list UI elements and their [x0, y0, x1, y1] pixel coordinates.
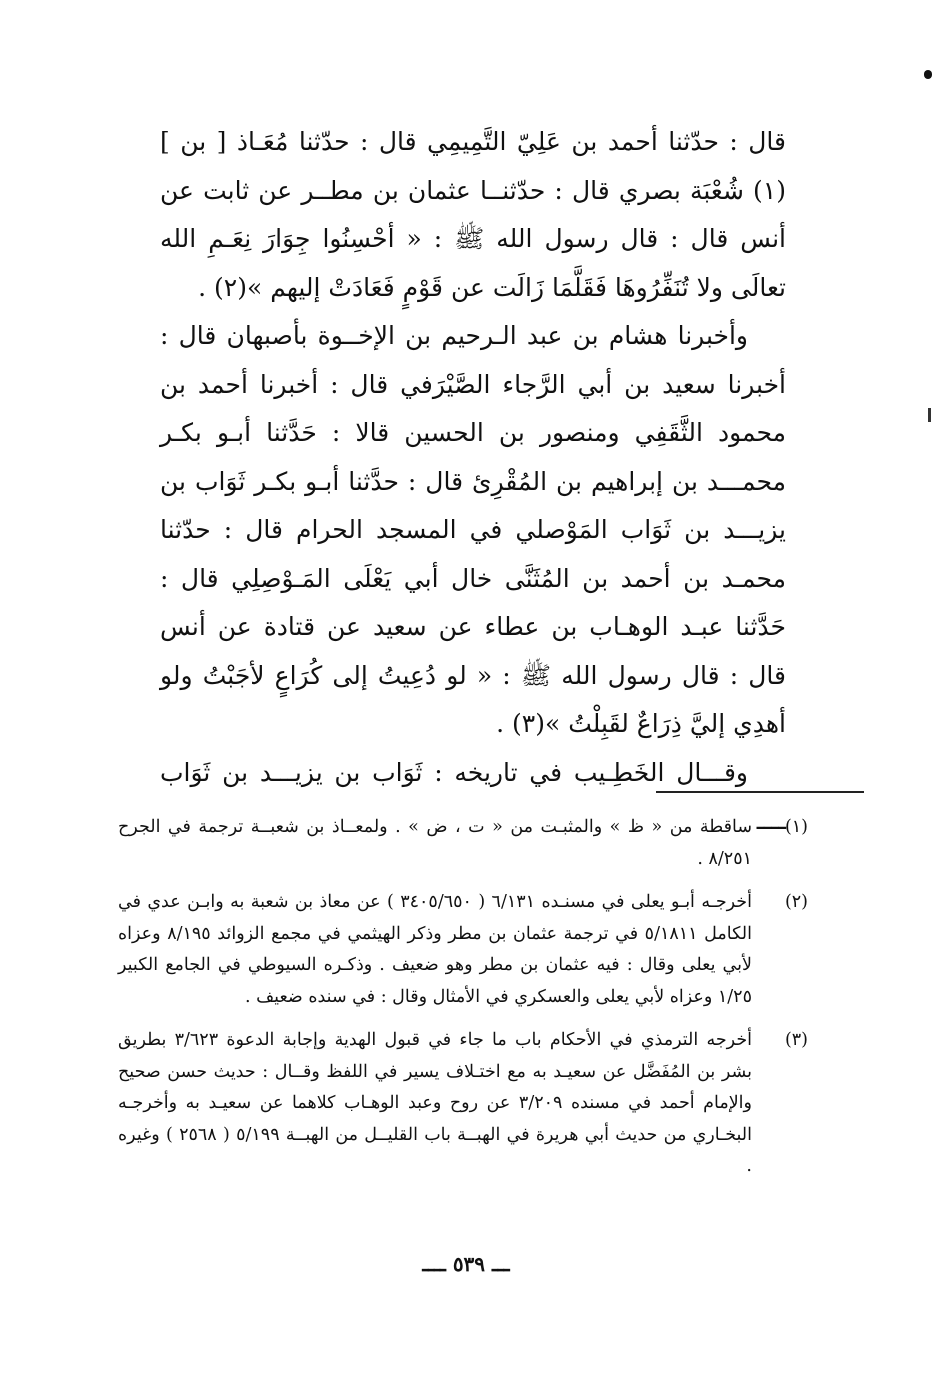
- footnote-number: (١): [784, 817, 808, 837]
- footnote-number: (٣): [784, 1030, 808, 1050]
- footnotes: [118, 812, 808, 1195]
- paragraph: وقـــال الخَطِـيب في تاريخه : ثَوَاب بن يزيـــد بن ثَوَاب ــــ: [160, 757, 786, 835]
- footnote: [118, 887, 808, 1013]
- page-number: ـــ ٥٣٩ ــــ: [422, 1252, 510, 1276]
- footnote-text: أخرجـه أبـو يعلى في مسنـده ٦/١٣١ ( ٣٤٠٥/٦٥٠ ) عن معاذ بن شعبة به وابـن عدي في الكامل ٥/١٨١١ في ترجمة عثمان بن مطر وذكر الهيثمي في مجمع الزوائد ٨/١٩٥ وعزاه لأبي يعلى وقال : فيه عثمان بن مطر وهو ضعيف . وذكـره السيوطي في الجامع الكبير ١/٢٥ وعزاه لأبي يعلى والعسكري في الأمثال وقال : في سنده ضعيف .: [118, 892, 752, 1007]
- footnote: [118, 1025, 808, 1183]
- paragraph: وأخبرنا هشام بن عبد الـرحيم بن الإخــوة بأصبهان قال : أخبرنا سعيد بن أبي الرَّجاء الصَّيْرَفي قال : أخبرنا أحمد بن محمود الثَّقَفِي ومنصور بن الحسين قالا : حَدَّثنا أبـو بكـر محمـــد بن إبراهيم بن المُقْرِئ قال : حدَّثنا أبـو بكـر ثَوَاب بن يزيـــد بن ثَوَاب المَوْصلي في المسجد الحرام قال : حدّثنا محمـد بن أحمد بن المُثَنَّى خال أبي يَعْلَى المَـوْصِلِي قال : حَدَّثنا عبـد الوهـاب بن عطاء عن سعيد عن قتادة عن أنس قال : قال رسول الله ﷺ : « لو دُعِيتُ إلى كُرَاعٍ لأجَبْتُ ولو أهدِي إليَّ ذِرَاعٌ لقَبِلْتُ »(٣) .: [160, 321, 786, 738]
- footnote-text: ساقطة من « ظ » والمثبـت من « ت ، ض » . ولمعــاذ بن شعبــة ترجمة في الجرح ٨/٢٥١ .: [118, 817, 752, 869]
- footnote-text: أخرجه الترمذي في الأحكام باب ما جاء في قبول الهدية وإجابة الدعوة ٣/٦٢٣ بطريق بشر بن المُفَضَّل عن سعيـد به مع اختـلاف يسير في اللفظ وقــال : حديث حسن صحيح والإمام أحمد في مسنده ٣/٢٠٩ عن روح وعبد الوهـاب كلاهما عن سعيـد به وأخرجـه البخـاري من حديث أبي هريرة في الهبــة باب القليــل من الهبــة ٥/١٩٩ ( ٢٥٦٨ ) وغيره .: [118, 1030, 752, 1176]
- main-text: [160, 118, 786, 846]
- footnote-separator: [656, 791, 864, 793]
- paragraph: قال : حدّثنا أحمد بن عَلِيّ التَّمِيمِي قال : حدّثنا مُعَـاذ [ بن ](١) شُعْبَة بصري قال : حدّثنــا عثمان بن مطــر عن ثابت عن أنس قال : قال رسول الله ﷺ : « أحْسِنُوا جِوَارَ نِعَـمِ الله تعالَى ولا تُنَفِّرُوهَا فَقَلَّمَا زَالَت عن قَوْمٍ فَعَادَتْ إليهم »(٢) .: [160, 127, 786, 302]
- scan-mark: [924, 70, 932, 79]
- footnote: [118, 812, 808, 875]
- scan-mark: [928, 408, 931, 422]
- footnote-number: (٢): [784, 892, 808, 912]
